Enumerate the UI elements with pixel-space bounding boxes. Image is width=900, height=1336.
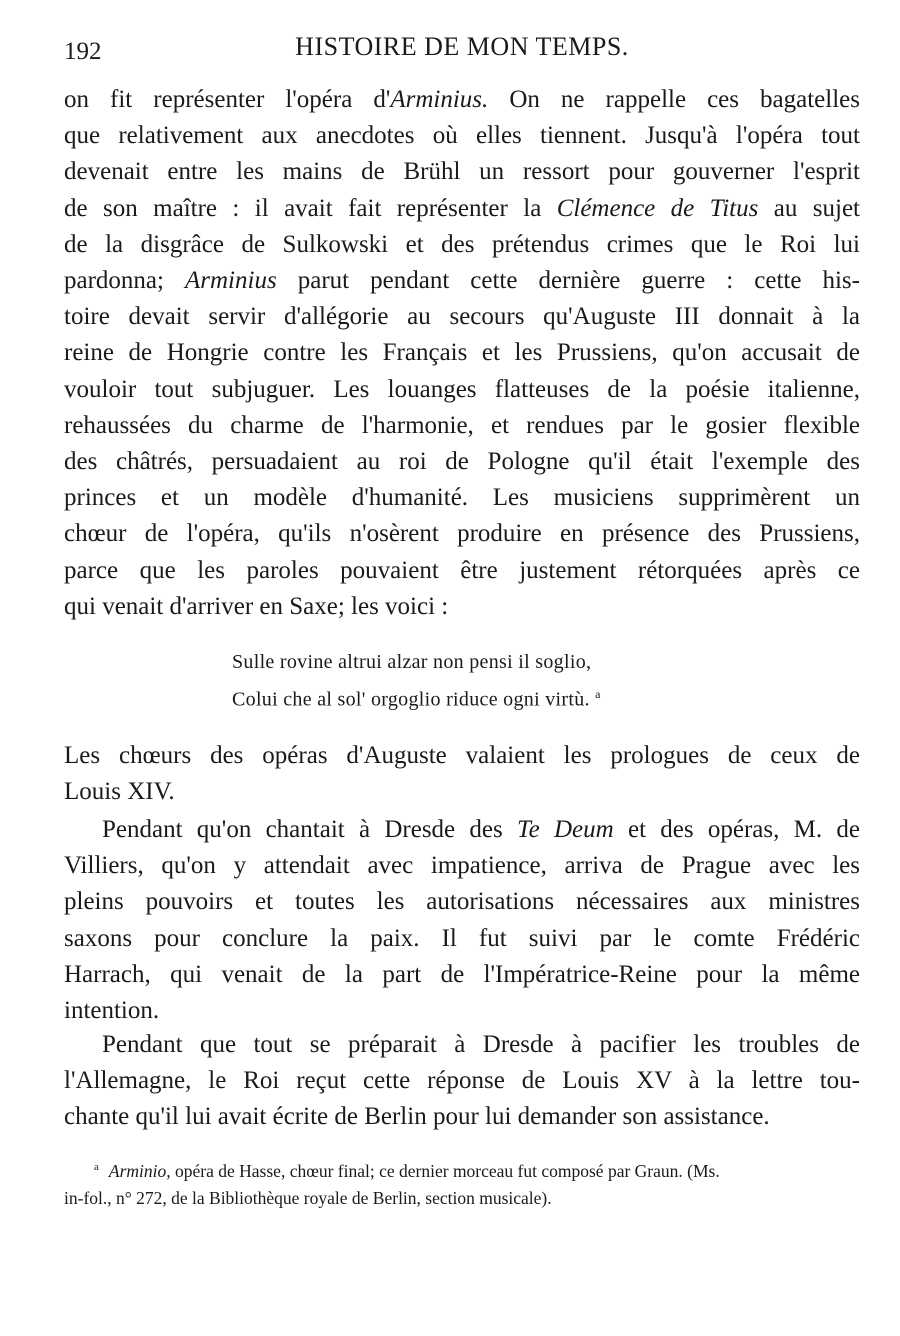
text-line bbox=[64, 335, 860, 371]
italic-title: Arminius. bbox=[390, 86, 489, 113]
footnote-italic-title: Arminio, bbox=[108, 1160, 171, 1181]
text-line bbox=[64, 1063, 860, 1099]
text-line bbox=[64, 118, 860, 154]
text-run: Les chœurs des opéras d'Auguste valaient les prologues de ceux de bbox=[64, 742, 860, 769]
text-run: pleins pouvoirs et toutes les autorisations nécessaires aux ministres bbox=[64, 888, 860, 916]
text-run: Villiers, qu'on y attendait avec impatience, arriva de Prague avec les bbox=[64, 852, 860, 880]
footnote-line-1-text: opéra de Hasse, chœur final; ce dernier morceau fut composé par Graun. (Ms. bbox=[170, 1160, 720, 1181]
footnote-mark: a bbox=[94, 1161, 99, 1173]
text-run: chœur de l'opéra, qu'ils n'osèrent produire en présence des Prussiens, bbox=[64, 520, 860, 548]
text-line bbox=[64, 1099, 860, 1135]
text-line bbox=[64, 921, 860, 957]
paragraph-3 bbox=[64, 812, 860, 1029]
text-line bbox=[64, 1027, 860, 1063]
text-run: que relativement aux anecdotes où elles tiennent. Jusqu'à l'opéra tout bbox=[64, 122, 860, 150]
text-run: et des opéras, M. de bbox=[613, 816, 860, 843]
text-run: au sujet bbox=[758, 194, 860, 222]
text-line bbox=[64, 372, 860, 408]
text-run: des châtrés, persuadaient au roi de Pologne qu'il était l'exemple des bbox=[64, 448, 860, 476]
text-run: qui venait d'arriver en Saxe; les voici : bbox=[64, 592, 449, 620]
text-run: on fit représenter l'opéra d' bbox=[64, 86, 391, 113]
text-line bbox=[64, 191, 860, 227]
text-run: Louis XIV. bbox=[64, 778, 175, 806]
paragraph-2 bbox=[64, 738, 860, 810]
text-line bbox=[64, 154, 860, 190]
running-title: HISTOIRE DE MON TEMPS. bbox=[295, 32, 629, 61]
footnote-reference-mark: a bbox=[595, 687, 601, 701]
text-line bbox=[64, 516, 860, 552]
text-run: toire devait servir d'allégorie au secours qu'Auguste III donnait à la bbox=[64, 303, 860, 331]
text-line bbox=[64, 957, 860, 993]
text-run: parce que les paroles pouvaient être justement rétorquées après ce bbox=[64, 556, 860, 584]
text-run: parut pendant cette dernière guerre : cette his- bbox=[276, 267, 860, 295]
text-line bbox=[64, 774, 860, 810]
text-run: de son maître : il avait fait représenter la bbox=[64, 194, 557, 222]
text-line bbox=[64, 993, 860, 1029]
text-run: rehaussées du charme de l'harmonie, et rendues par le gosier flexible bbox=[64, 411, 860, 439]
italic-title: Arminius bbox=[185, 267, 277, 295]
verse-line-2 bbox=[232, 678, 601, 716]
text-run: saxons pour conclure la paix. Il fut suivi par le comte Frédéric bbox=[64, 924, 860, 952]
paragraph-4 bbox=[64, 1027, 860, 1136]
paragraph-1 bbox=[64, 82, 860, 625]
text-line bbox=[64, 408, 860, 444]
text-run: Pendant qu'on chantait à Dresde des bbox=[102, 816, 518, 843]
text-run: vouloir tout subjuguer. Les louanges flatteuses de la poésie italienne, bbox=[64, 375, 860, 403]
text-run: reine de Hongrie contre les Français et les Prussiens, qu'on accusait de bbox=[64, 339, 860, 367]
text-run: devenait entre les mains de Brühl un ressort pour gouverner l'esprit bbox=[64, 158, 860, 186]
text-run: chante qu'il lui avait écrite de Berlin pour lui demander son assistance. bbox=[64, 1103, 770, 1131]
text-line bbox=[64, 812, 860, 848]
text-run: intention. bbox=[64, 997, 160, 1025]
text-line bbox=[64, 553, 860, 589]
text-line bbox=[64, 589, 860, 625]
text-line bbox=[64, 299, 860, 335]
page-number: 192 bbox=[64, 38, 102, 65]
text-line bbox=[64, 480, 860, 516]
text-line bbox=[64, 263, 860, 299]
text-run: On ne rappelle ces bagatelles bbox=[488, 86, 860, 113]
text-line bbox=[64, 82, 860, 118]
text-run: Pendant que tout se préparait à Dresde à pacifier les troubles de bbox=[102, 1031, 860, 1058]
text-line bbox=[64, 227, 860, 263]
verse-line-2-text: Colui che al sol' orgoglio riduce ogni virtù. bbox=[232, 688, 590, 711]
verse-quotation bbox=[232, 646, 601, 716]
footnote bbox=[64, 1154, 860, 1212]
text-run: princes et un modèle d'humanité. Les musiciens supprimèrent un bbox=[64, 484, 860, 512]
italic-title: Te Deum bbox=[517, 816, 614, 843]
text-line bbox=[64, 444, 860, 480]
text-line bbox=[64, 738, 860, 774]
text-run: l'Allemagne, le Roi reçut cette réponse de Louis XV à la lettre tou- bbox=[64, 1067, 860, 1095]
text-line bbox=[64, 884, 860, 920]
italic-title: Clémence de Titus bbox=[556, 194, 759, 222]
text-line bbox=[64, 848, 860, 884]
footnote-line-1 bbox=[64, 1154, 860, 1185]
text-run: pardonna; bbox=[64, 267, 185, 295]
text-run: de la disgrâce de Sulkowski et des prétendus crimes que le Roi lui bbox=[64, 230, 860, 258]
page-header bbox=[64, 32, 860, 72]
text-run: Harrach, qui venait de la part de l'Impératrice-Reine pour la même bbox=[64, 960, 860, 988]
footnote-line-2: in-fol., n° 272, de la Bibliothèque royale de Berlin, section musicale). bbox=[64, 1187, 552, 1208]
verse-line-1: Sulle rovine altrui alzar non pensi il soglio, bbox=[232, 651, 592, 673]
